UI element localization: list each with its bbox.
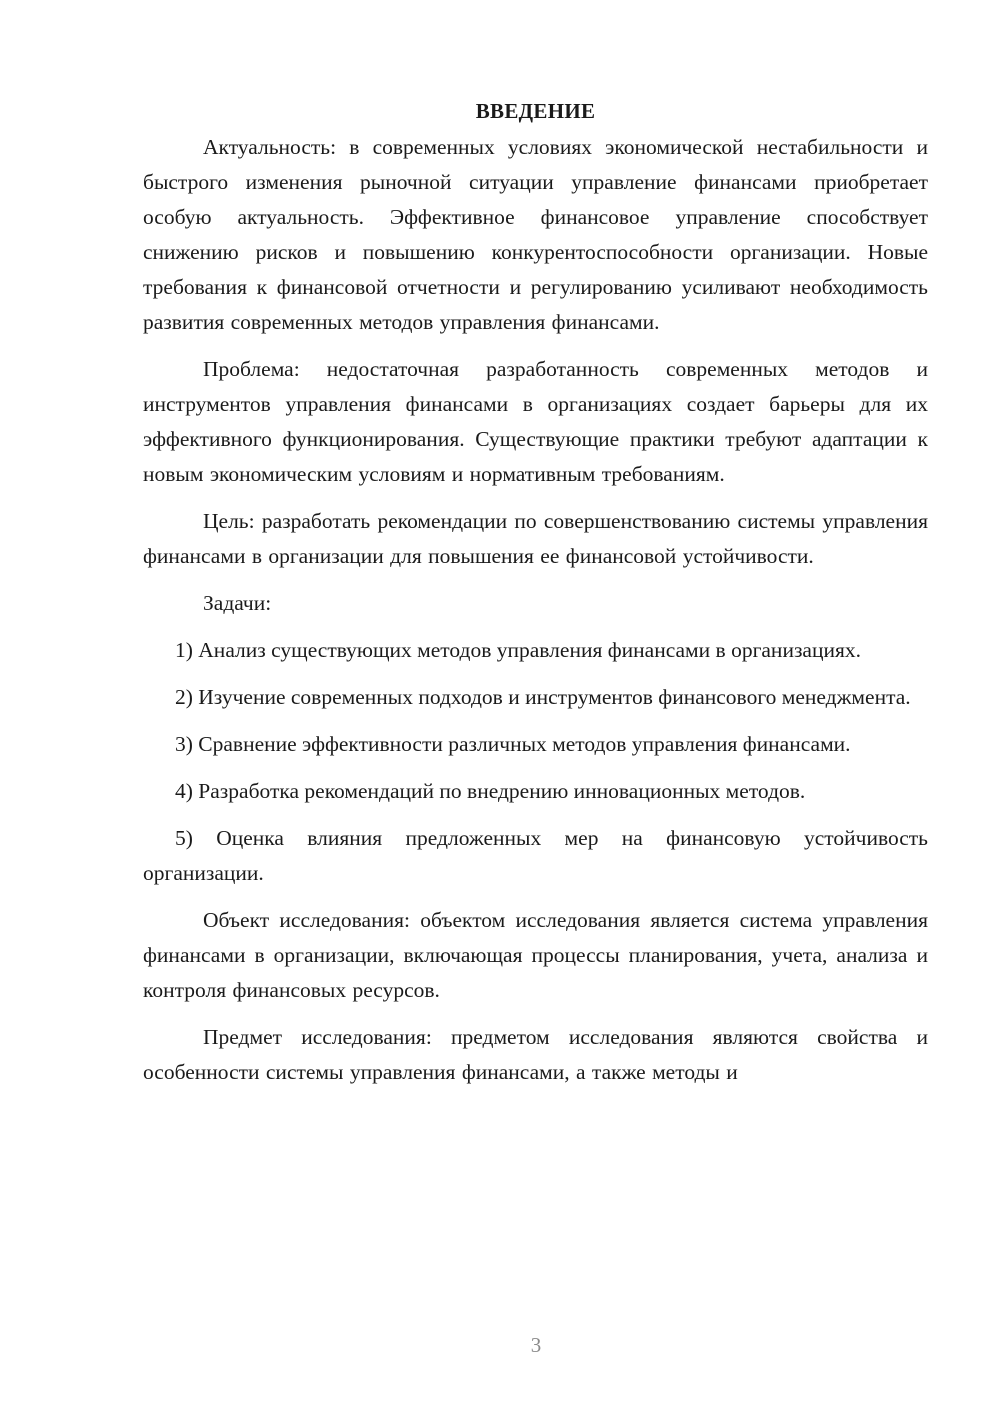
task-item-2: 2) Изучение современных подходов и инструментов финансового менеджмента.: [175, 685, 911, 709]
paragraph-object: Объект исследования: объектом исследования является система управления финансами в организации, включающая процессы планирования, учета, анализа и контроля финансовых ресурсов.: [143, 908, 928, 1002]
task-item-5: 5) Оценка влияния предложенных мер на финансовую устойчивость организации.: [143, 826, 928, 885]
tasks-heading: Задачи:: [203, 591, 272, 615]
paragraph-relevance: Актуальность: в современных условиях экономической нестабильности и быстрого изменения рыночной ситуации управление финансами приобретает особую актуальность. Эффективное финансовое управление способствует снижению рисков и повышению конкурентоспособности организации. Новые требования к финансовой отчетности и регулированию усиливают необходимость развития современных методов управления финансами.: [143, 135, 928, 334]
task-item-1: 1) Анализ существующих методов управления финансами в организациях.: [175, 638, 862, 662]
page-title: ВВЕДЕНИЕ: [475, 99, 596, 123]
paragraph-goal: Цель: разработать рекомендации по совершенствованию системы управления финансами в организации для повышения ее финансовой устойчивости.: [143, 509, 928, 568]
document-page: [143, 96, 928, 1090]
paragraph-problem: Проблема: недостаточная разработанность современных методов и инструментов управления финансами в организациях создает барьеры для их эффективного функционирования. Существующие практики требуют адаптации к новым экономическим условиям и нормативным требованиям.: [143, 357, 928, 486]
task-item-4: 4) Разработка рекомендаций по внедрению инновационных методов.: [175, 779, 806, 803]
paragraph-subject: Предмет исследования: предметом исследования являются свойства и особенности системы управления финансами, а также методы и: [143, 1025, 928, 1084]
task-item-3: 3) Сравнение эффективности различных методов управления финансами.: [175, 732, 851, 756]
page-number: 3: [530, 1333, 542, 1357]
